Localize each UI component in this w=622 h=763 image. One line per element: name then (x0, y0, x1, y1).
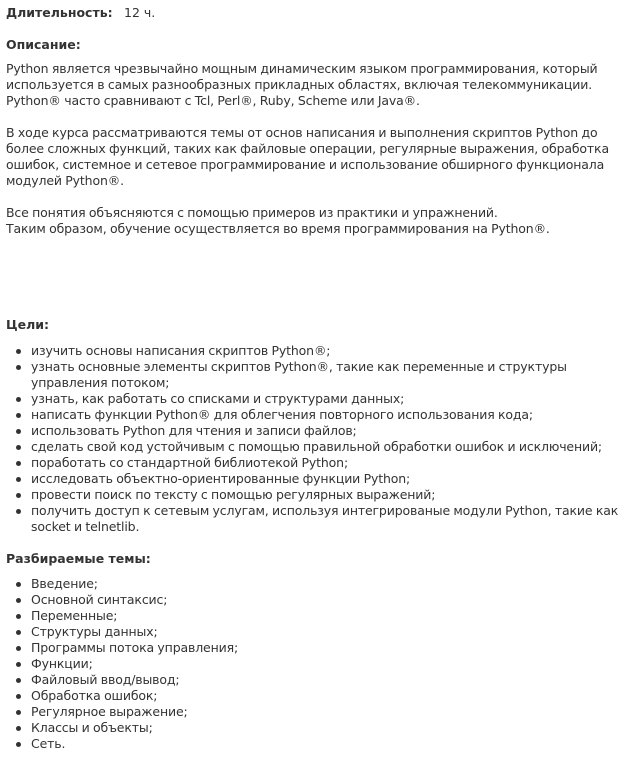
goal-item: узнать основные элементы скриптов Python®, такие как переменные и структуры управления потоком; (31, 359, 621, 391)
goal-item: провести поиск по тексту с помощью регулярных выражений; (31, 487, 621, 503)
topic-item: Программы потока управления; (31, 640, 621, 656)
goal-item: изучить основы написания скриптов Python®; (31, 343, 621, 359)
description-line: Таким образом, обучение осуществляется во время программирования на Python®. (6, 221, 550, 236)
description-line: используется в самых разнообразных прикладных областях, включая телекоммуникации. (6, 77, 593, 92)
description-line: ошибок, системное и сетевое программирование и использование обширного функционала (6, 157, 605, 172)
topic-item: Файловый ввод/вывод; (31, 672, 621, 688)
description-line: В ходе курса рассматриваются темы от основ написания и выполнения скриптов Python до (6, 125, 598, 140)
duration-label: Длительность: (6, 5, 113, 20)
description-line: модулей Python®. (6, 173, 124, 188)
goal-item: узнать, как работать со списками и структурами данных; (31, 391, 621, 407)
goal-item: исследовать объектно-ориентированные функции Python; (31, 471, 621, 487)
topic-item: Переменные; (31, 608, 621, 624)
topic-item: Обработка ошибок; (31, 688, 621, 704)
goal-item: использовать Python для чтения и записи файлов; (31, 423, 621, 439)
description-line: более сложных функций, таких как файловые операции, регулярные выражения, обработка (6, 141, 609, 156)
duration-row (6, 5, 155, 21)
description-paragraph (6, 61, 611, 109)
goals-list (0, 343, 621, 535)
duration-value: 12 ч. (124, 5, 156, 20)
description-line: Все понятия объясняются с помощью примеров из практики и упражнений. (6, 205, 498, 220)
goal-item: поработать со стандартной библиотекой Python; (31, 455, 621, 471)
description-title: Описание: (6, 37, 81, 52)
topics-title: Разбираемые темы: (6, 551, 151, 566)
topic-item: Введение; (31, 576, 621, 592)
topics-list (0, 576, 621, 752)
goal-item: сделать свой код устойчивым с помощью правильной обработки ошибок и исключений; (31, 439, 621, 455)
goals-title: Цели: (6, 317, 49, 332)
topic-item: Классы и объекты; (31, 720, 621, 736)
description-paragraph (6, 205, 611, 237)
description-paragraph (6, 125, 611, 189)
topic-item: Регулярное выражение; (31, 704, 621, 720)
description-line: Python® часто сравнивают с Tcl, Perl®, Ruby, Scheme или Java®. (6, 93, 420, 108)
topic-item: Основной синтаксис; (31, 592, 621, 608)
topic-item: Структуры данных; (31, 624, 621, 640)
goal-item: написать функции Python® для облегчения повторного использования кода; (31, 407, 621, 423)
description-line: Python является чрезвычайно мощным динамическим языком программирования, который (6, 61, 598, 76)
topic-item: Функции; (31, 656, 621, 672)
goal-item: получить доступ к сетевым услугам, используя интегрированые модули Python, такие как socket и telnetlib. (31, 503, 621, 535)
topic-item: Сеть. (31, 736, 621, 752)
